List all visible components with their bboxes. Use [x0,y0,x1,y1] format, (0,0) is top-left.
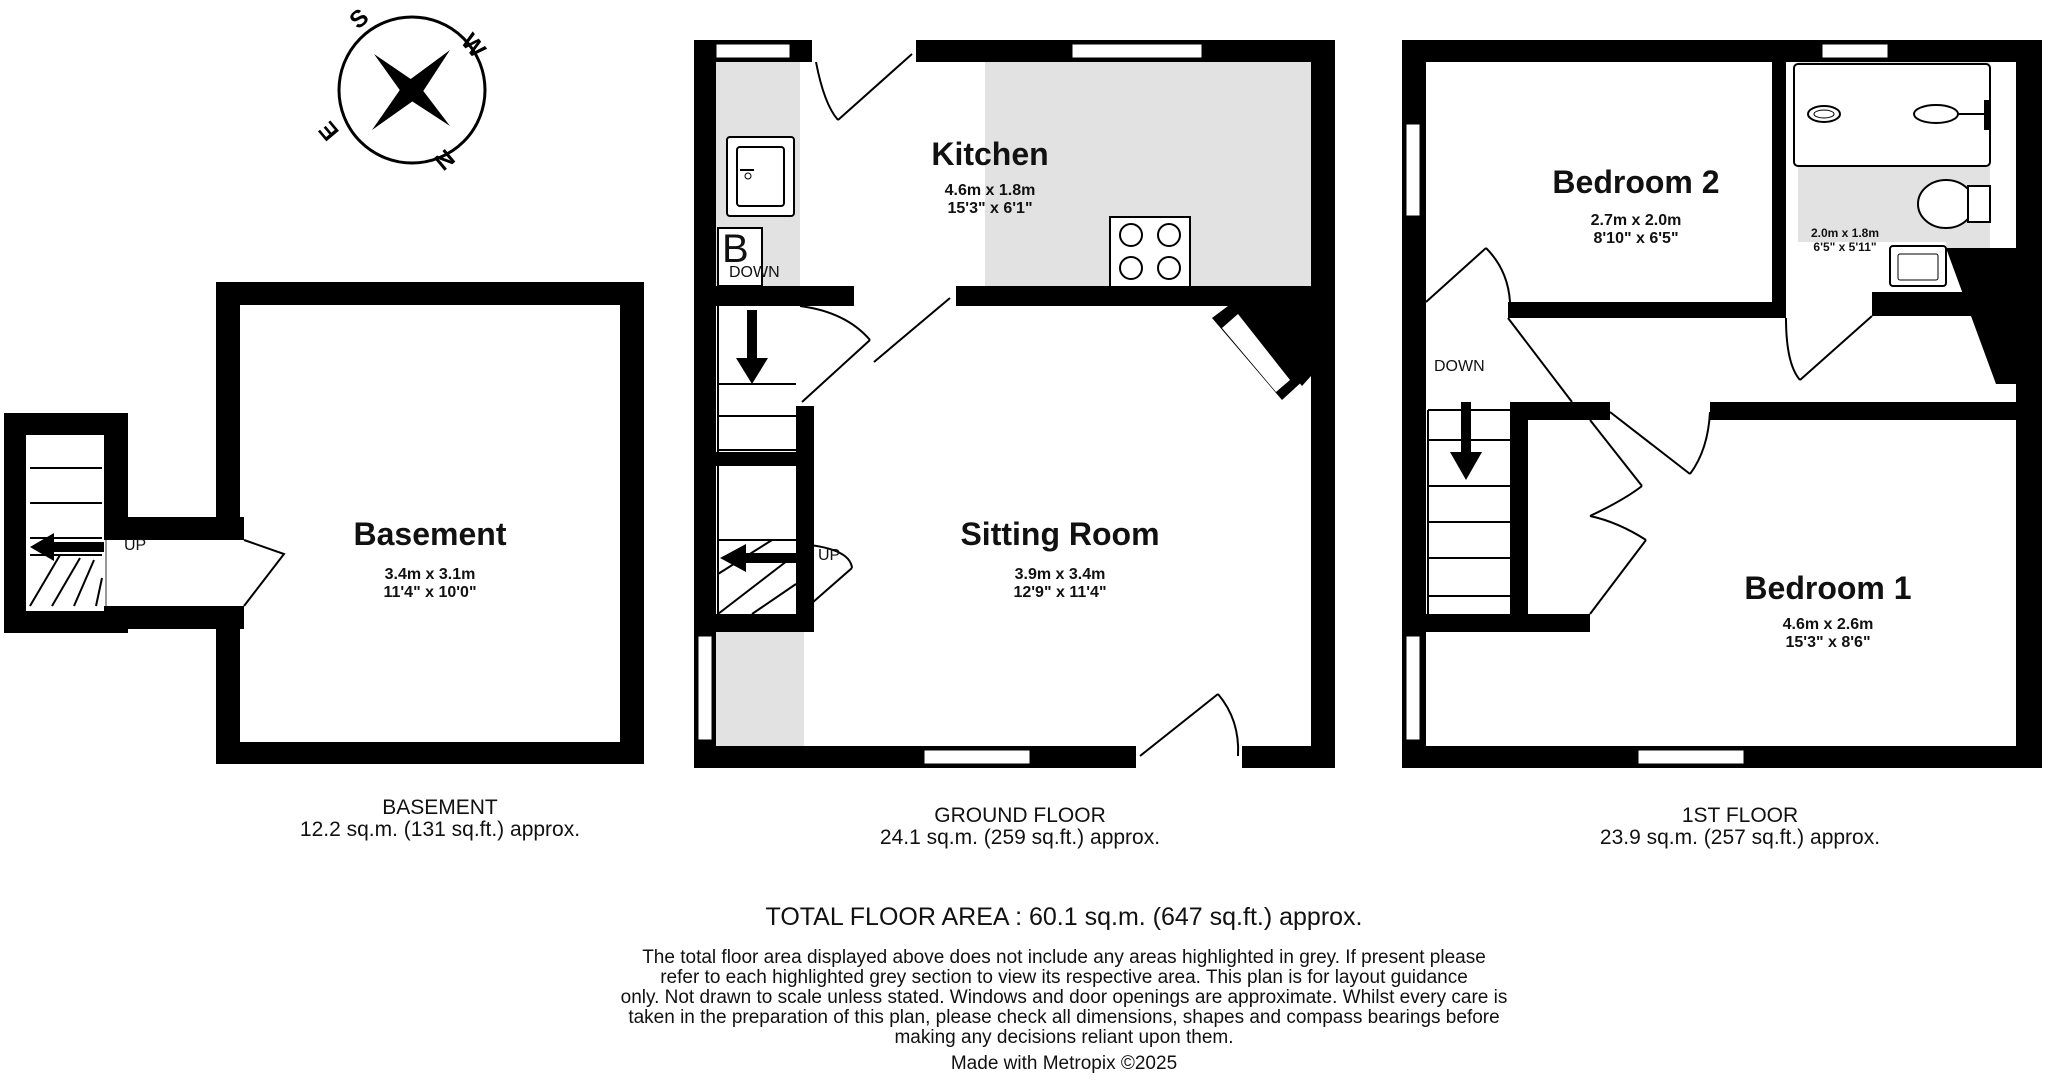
disclaimer-line-3: only. Not drawn to scale unless stated. Windows and door openings are approximate. Whilst every care is [620,987,1508,1008]
room-name-kitchen: Kitchen [931,136,1049,172]
compass-letter-n: N [428,143,460,176]
room-name-bedroom-2: Bedroom 2 [1552,164,1720,200]
compass-rose-icon [314,4,491,176]
room-dims-basement-metric: 3.4m x 3.1m [384,566,476,583]
floor-area-ground: 24.1 sq.m. (259 sq.ft.) approx. [879,826,1161,849]
room-dims-basement-imperial: 11'4" x 10'0" [383,584,477,601]
room-dims-bedroom-2-metric: 2.7m x 2.0m [1590,212,1682,229]
room-dims-bedroom-1-metric: 4.6m x 2.6m [1782,616,1874,633]
room-dims-bathroom-imperial: 6'5" x 5'11" [1813,240,1877,254]
disclaimer-line-4: taken in the preparation of this plan, please check all dimensions, shapes and compass bearings before [628,1007,1500,1028]
room-dims-sitting-room-metric: 3.9m x 3.4m [1014,566,1106,583]
compass-letter-s: S [344,3,375,35]
kitchen-sink-icon [727,137,794,216]
floor-area-first: 23.9 sq.m. (257 sq.ft.) approx. [1599,826,1881,849]
shower-icon [1794,64,1990,166]
room-dims-kitchen-metric: 4.6m x 1.8m [944,182,1036,199]
disclaimer-line-2: refer to each highlighted grey section to view its respective area. This plan is for layout guidance [660,967,1468,988]
basement-up-label: UP [124,537,147,554]
room-dims-sitting-room-imperial: 12'9" x 11'4" [1013,584,1107,601]
room-name-basement: Basement [353,516,507,552]
toilet-icon [1918,180,1990,228]
room-name-bedroom-1: Bedroom 1 [1744,570,1912,606]
floor-area-basement: 12.2 sq.m. (131 sq.ft.) approx. [299,818,581,841]
hob-icon [1110,217,1190,287]
room-dims-kitchen-imperial: 15'3" x 6'1" [947,200,1033,217]
floor-name-basement: BASEMENT [382,796,498,819]
disclaimer-line-1: The total floor area displayed above does not include any areas highlighted in grey. If present please [642,947,1486,968]
compass-letter-w: W [455,28,491,64]
first-floor-plan [1402,40,2042,768]
ground-down-label: DOWN [729,264,780,281]
room-dims-bedroom-2-imperial: 8'10" x 6'5" [1593,230,1679,247]
floor-name-first: 1ST FLOOR [1681,804,1799,827]
floor-name-ground: GROUND FLOOR [934,804,1106,827]
room-dims-bedroom-1-imperial: 15'3" x 8'6" [1785,634,1871,651]
first-down-label: DOWN [1434,358,1485,375]
ground-up-label: UP [818,547,841,564]
room-dims-bathroom-metric: 2.0m x 1.8m [1810,226,1880,240]
disclaimer-line-5: making any decisions reliant upon them. [894,1027,1234,1048]
room-name-sitting-room: Sitting Room [960,516,1160,552]
total-floor-area: TOTAL FLOOR AREA : 60.1 sq.m. (647 sq.ft.) approx. [765,903,1363,931]
credit-line: Made with Metropix ©2025 [950,1053,1178,1074]
compass-letter-e: E [313,115,345,146]
boiler-label: B [722,227,749,271]
